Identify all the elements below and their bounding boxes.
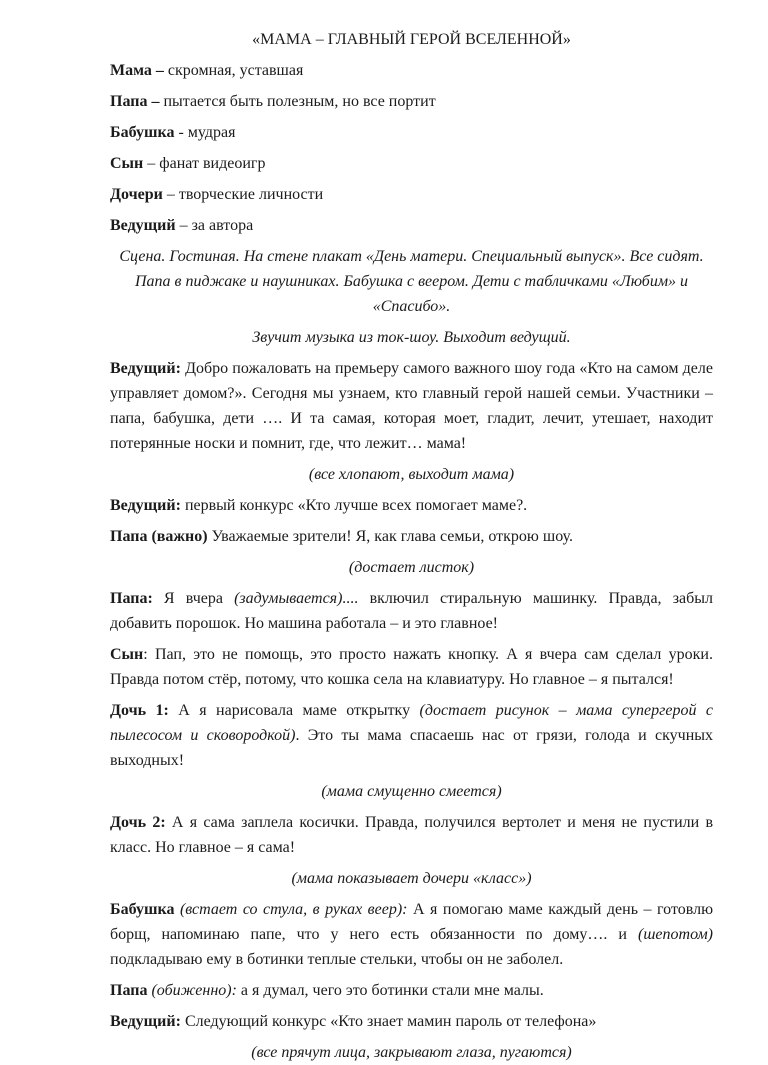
paragraph-stage	[110, 244, 713, 319]
text-run: Следующий конкурс «Кто знает мамин пароль от телефона»	[180, 1013, 597, 1030]
paragraph-character	[110, 151, 713, 176]
text-run: Дочь 2:	[110, 814, 166, 831]
text-run: подкладываю ему в ботинки теплые стельки, чтобы он не заболел.	[110, 951, 564, 968]
paragraph-stage	[110, 325, 713, 350]
paragraph-dialogue	[110, 897, 713, 972]
paragraph-stage	[110, 779, 713, 804]
text-run: (шепотом)	[638, 926, 713, 943]
text-run: Ведущий:	[110, 497, 181, 514]
text-run: Звучит музыка из ток-шоу. Выходит ведущий.	[252, 329, 571, 346]
text-run: скромная, уставшая	[163, 62, 304, 79]
text-run: Ведущий:	[110, 360, 181, 377]
paragraph-stage	[110, 462, 713, 487]
text-run: (достает листок)	[348, 559, 475, 576]
paragraph-dialogue	[110, 586, 713, 636]
text-run: пытается быть полезным, но все портит	[159, 93, 436, 110]
text-run: (все хлопают, выходит мама)	[308, 466, 515, 483]
text-run: Сын	[110, 646, 144, 663]
paragraph-stage	[110, 866, 713, 891]
paragraph-dialogue	[110, 493, 713, 518]
text-run: : Пап, это не помощь, это просто нажать кнопку. А я вчера сам сделал уроки. Правда потом стёр, потому, что кошка села на клавиатуру. Но главное – я пытался!	[110, 646, 713, 688]
text-run: Мама –	[110, 62, 164, 79]
paragraph-character	[110, 58, 713, 83]
text-run: - мудрая	[174, 124, 236, 141]
paragraph-stage	[110, 555, 713, 580]
paragraph-dialogue	[110, 1009, 713, 1034]
paragraph-dialogue	[110, 524, 713, 549]
text-run: Бабушка	[110, 901, 180, 918]
text-run: Папа (важно)	[110, 528, 208, 545]
paragraph-character	[110, 182, 713, 207]
text-run: Добро пожаловать на премьеру самого важного шоу года «Кто на самом деле управляет домом?». Сегодня мы узнаем, кто главный герой нашей семьи. Участники – папа, бабушка, дети …. И та самая, которая моет, гладит, лечит, утешает, находит потерянные носки и помнит, где, что лежит… мама!	[110, 360, 713, 452]
text-run: Ведущий	[110, 217, 176, 234]
paragraph-dialogue	[110, 356, 713, 456]
text-run: Сын	[110, 155, 144, 172]
text-run: – за автора	[175, 217, 254, 234]
text-run: (задумывается)....	[234, 590, 359, 607]
text-run: А я сама заплела косички. Правда, получился вертолет и меня не пустили в класс. Но главное – я сама!	[110, 814, 714, 856]
text-run: (достает рисунок – мама супергерой с пылесосом и сковородкой)	[110, 702, 714, 744]
text-run: Бабушка	[110, 124, 175, 141]
text-run: (мама показывает дочери «класс»)	[291, 870, 532, 887]
text-run: Папа –	[110, 93, 160, 110]
text-run: Я вчера	[152, 590, 235, 607]
text-run: (встает со стула, в руках веер):	[179, 901, 408, 918]
text-run: – фанат видеоигр	[143, 155, 266, 172]
paragraph-character	[110, 120, 713, 145]
text-run: а я думал, чего это ботинки стали мне малы.	[236, 982, 544, 999]
text-run: первый конкурс «Кто лучше всех помогает маме?.	[180, 497, 528, 514]
paragraph-stage	[110, 1040, 713, 1065]
text-run: . Это ты мама спасаешь нас от грязи, голода и скучных выходных!	[110, 727, 714, 769]
paragraph-dialogue	[110, 642, 713, 692]
text-run: (все прячут лица, закрывают глаза, пугаются)	[251, 1044, 572, 1061]
text-run: Уважаемые зрители! Я, как глава семьи, открою шоу.	[207, 528, 573, 545]
paragraph-dialogue	[110, 978, 713, 1003]
document-title: «МАМА – ГЛАВНЫЙ ГЕРОЙ ВСЕЛЕННОЙ»	[252, 31, 571, 48]
text-run: (мама смущенно смеется)	[321, 783, 502, 800]
document-body	[110, 58, 713, 1065]
text-run: включил стиральную машинку. Правда, забыл добавить порошок. Но машина работала – и это главное!	[110, 590, 713, 632]
text-run: Сцена. Гостиная. На стене плакат «День матери. Специальный выпуск». Все сидят. Папа в пиджаке и наушниках. Бабушка с веером. Дети с табличками «Любим» и «Спасибо».	[119, 248, 704, 315]
text-run: А я помогаю маме каждый день – готовлю борщ, напоминаю папе, что у него есть обязанности по дому…. и	[110, 901, 714, 943]
text-run: Дочери	[110, 186, 163, 203]
text-run: Папа:	[110, 590, 153, 607]
text-run: Папа	[110, 982, 152, 999]
paragraph-character	[110, 213, 713, 238]
paragraph-dialogue	[110, 698, 713, 773]
text-run: А я нарисовала маме открытку	[168, 702, 420, 719]
text-run: Ведущий:	[110, 1013, 181, 1030]
paragraph-dialogue	[110, 810, 713, 860]
text-run: – творческие личности	[162, 186, 324, 203]
text-run: Дочь 1:	[110, 702, 169, 719]
text-run: (обиженно):	[151, 982, 237, 999]
paragraph-character	[110, 89, 713, 114]
